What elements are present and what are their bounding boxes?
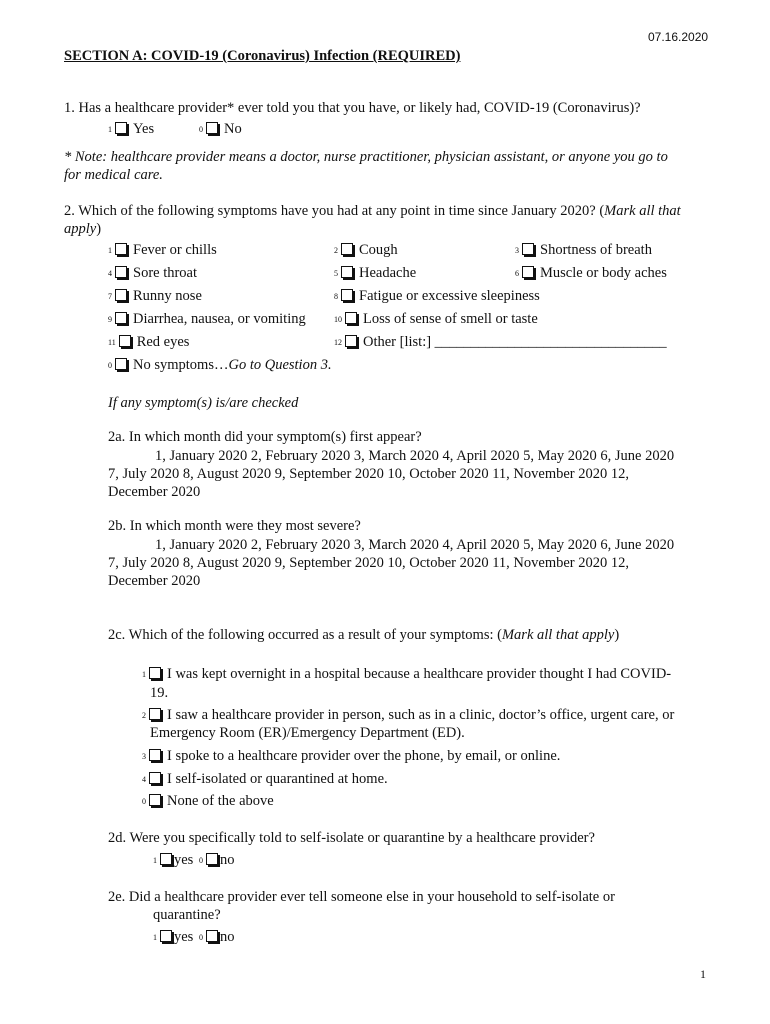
symptom-option-loss-of-smell[interactable] xyxy=(334,310,538,329)
instruction-text: If any symptom(s) is/are checked xyxy=(108,395,299,411)
option-label: Diarrhea, nausea, or vomiting xyxy=(133,311,306,327)
q2e-yes-label: yes xyxy=(174,929,194,945)
q2c-option-in-person-line-2: Emergency Room (ER)/Emergency Department (ED). xyxy=(150,725,465,741)
symptom-option-runny-nose[interactable] xyxy=(108,287,202,306)
checkbox-icon[interactable] xyxy=(115,243,127,255)
checkbox-icon[interactable] xyxy=(341,266,353,278)
option-code: 7 xyxy=(108,292,112,301)
checkbox-icon[interactable] xyxy=(341,289,353,301)
option-code: 10 xyxy=(334,315,342,324)
option-code: 5 xyxy=(334,269,338,278)
option-code: 4 xyxy=(142,775,146,784)
question-2c-text xyxy=(108,626,619,644)
q2d-yes-label: yes xyxy=(174,852,194,868)
checkbox-icon[interactable] xyxy=(522,266,534,278)
q2c-option-self-isolated[interactable] xyxy=(142,770,388,789)
q2c-text-main: 2c. Which of the following occurred as a result of your symptoms: ( xyxy=(108,627,502,643)
q2c-text-italic: Mark all that apply xyxy=(501,627,615,643)
symptom-option-headache[interactable] xyxy=(334,264,416,283)
option-code: 0 xyxy=(199,125,203,134)
note-text: * Note: healthcare provider means a doctor, nurse practitioner, physician assistant, or anyone you go to xyxy=(64,149,668,165)
checkbox-icon[interactable] xyxy=(149,772,161,784)
q2c-option-remote[interactable] xyxy=(142,747,560,766)
q2b-month-line-3: December 2020 xyxy=(108,573,201,589)
option-code: 2 xyxy=(142,711,146,720)
option-label: Other [list:] ________________________________ xyxy=(363,334,667,350)
q2d-options xyxy=(153,851,234,870)
checkbox-icon[interactable] xyxy=(345,335,357,347)
symptom-option-shortness-of-breath[interactable] xyxy=(515,241,652,260)
q2b-month-line-2: 7, July 2020 8, August 2020 9, September 2020 10, October 2020 11, November 2020 12, xyxy=(108,555,630,571)
symptom-option-red-eyes[interactable] xyxy=(108,333,189,352)
option-label: Sore throat xyxy=(133,265,198,281)
checkbox-icon[interactable] xyxy=(522,243,534,255)
option-code: 3 xyxy=(142,752,146,761)
checkbox-icon[interactable] xyxy=(160,930,172,942)
option-label: I was kept overnight in a hospital because a healthcare provider thought I had COVID- xyxy=(167,666,672,682)
q2e-options xyxy=(153,928,234,947)
option-label: Headache xyxy=(359,265,417,281)
option-label: None of the above xyxy=(167,793,274,809)
option-label: Yes xyxy=(133,121,155,137)
option-label: Fever or chills xyxy=(133,242,217,258)
option-label: Loss of sense of smell or taste xyxy=(363,311,538,327)
q2b-month-line-1: 1, January 2020 2, February 2020 3, March 2020 4, April 2020 5, May 2020 6, June 2020 xyxy=(155,537,675,553)
option-label: Muscle or body aches xyxy=(540,265,667,281)
q2d-no-label: no xyxy=(219,852,235,868)
skip-instruction: Go to Question 3. xyxy=(228,357,332,373)
option-code: 1 xyxy=(153,933,157,942)
q2c-option-hospital-line-2: 19. xyxy=(150,685,169,701)
checkbox-icon[interactable] xyxy=(206,122,218,134)
option-code: 11 xyxy=(108,338,116,347)
q1-note-line-1 xyxy=(64,148,668,166)
checkbox-icon[interactable] xyxy=(160,853,172,865)
q2-text-end: ) xyxy=(96,221,102,237)
symptom-option-fatigue[interactable] xyxy=(334,287,540,306)
symptom-option-sore-throat[interactable] xyxy=(108,264,197,283)
option-label: I saw a healthcare provider in person, such as in a clinic, doctor’s office, urgent care, or xyxy=(167,707,675,723)
checkbox-icon[interactable] xyxy=(115,312,127,324)
option-code: 0 xyxy=(142,797,146,806)
checkbox-icon[interactable] xyxy=(149,794,161,806)
q2-text-main: 2. Which of the following symptoms have you had at any point in time since January 2020? ( xyxy=(64,203,605,219)
q2e-no-label: no xyxy=(219,929,235,945)
q2a-month-line-1: 1, January 2020 2, February 2020 3, March 2020 4, April 2020 5, May 2020 6, June 2020 xyxy=(155,448,675,464)
option-label: Shortness of breath xyxy=(540,242,652,258)
q2-text-italic: Mark all that xyxy=(604,203,681,219)
option-label: Runny nose xyxy=(133,288,202,304)
q2c-option-none[interactable] xyxy=(142,792,274,811)
checkbox-icon[interactable] xyxy=(206,853,218,865)
checkbox-icon[interactable] xyxy=(149,708,161,720)
q1-option-no[interactable] xyxy=(199,120,242,139)
if-checked-instruction xyxy=(108,394,298,412)
question-1-text: 1. Has a healthcare provider* ever told you that you have, or likely had, COVID-19 (Coronavirus)? xyxy=(64,100,641,116)
checkbox-icon[interactable] xyxy=(206,930,218,942)
option-label: No symptoms… xyxy=(133,357,229,373)
symptom-option-none[interactable] xyxy=(108,356,332,375)
option-code: 0 xyxy=(198,933,203,942)
option-label: I self-isolated or quarantined at home. xyxy=(167,771,388,787)
option-code: 9 xyxy=(108,315,112,324)
q2c-text-end: ) xyxy=(614,627,620,643)
checkbox-icon[interactable] xyxy=(115,358,127,370)
question-2e-text: 2e. Did a healthcare provider ever tell someone else in your household to self-isolate or xyxy=(108,889,615,905)
checkbox-icon[interactable] xyxy=(119,335,131,347)
option-code: 0 xyxy=(108,361,112,370)
checkbox-icon[interactable] xyxy=(115,122,127,134)
checkbox-icon[interactable] xyxy=(341,243,353,255)
option-code: 4 xyxy=(108,269,112,278)
question-2d-text: 2d. Were you specifically told to self-isolate or quarantine by a healthcare provider? xyxy=(108,830,595,846)
option-label: Fatigue or excessive sleepiness xyxy=(359,288,540,304)
option-code: 1 xyxy=(108,125,112,134)
option-code: 8 xyxy=(334,292,338,301)
option-code: 6 xyxy=(515,269,519,278)
question-2a-text: 2a. In which month did your symptom(s) first appear? xyxy=(108,429,422,445)
checkbox-icon[interactable] xyxy=(115,289,127,301)
option-code: 1 xyxy=(153,856,157,865)
checkbox-icon[interactable] xyxy=(345,312,357,324)
note-text: for medical care. xyxy=(64,167,163,183)
question-2-text-line-2 xyxy=(64,220,101,238)
option-code: 12 xyxy=(334,338,342,347)
q2a-month-line-3: December 2020 xyxy=(108,484,201,500)
symptom-option-cough[interactable] xyxy=(334,241,398,260)
option-label: Cough xyxy=(359,242,398,258)
option-code: 2 xyxy=(334,246,338,255)
checkbox-icon[interactable] xyxy=(149,749,161,761)
option-label: Red eyes xyxy=(136,334,190,350)
q2c-option-hospital[interactable] xyxy=(142,665,671,684)
document-date: 07.16.2020 xyxy=(648,30,709,44)
checkbox-icon[interactable] xyxy=(149,667,161,679)
question-2-text xyxy=(64,202,681,220)
symptom-option-muscle-aches[interactable] xyxy=(515,264,667,283)
symptom-option-other[interactable] xyxy=(334,333,667,352)
symptom-option-diarrhea[interactable] xyxy=(108,310,306,329)
q2-text-italic-2: apply xyxy=(64,221,97,237)
option-code: 1 xyxy=(108,246,112,255)
q2a-month-line-2: 7, July 2020 8, August 2020 9, September 2020 10, October 2020 11, November 2020 12, xyxy=(108,466,630,482)
checkbox-icon[interactable] xyxy=(115,266,127,278)
option-code: 1 xyxy=(142,670,146,679)
q1-option-yes[interactable] xyxy=(108,120,154,139)
symptom-option-fever[interactable] xyxy=(108,241,217,260)
option-label: I spoke to a healthcare provider over the phone, by email, or online. xyxy=(167,748,561,764)
option-label: No xyxy=(224,121,242,137)
page-number: 1 xyxy=(700,967,706,981)
option-code: 0 xyxy=(198,856,203,865)
option-code: 3 xyxy=(515,246,519,255)
section-title: SECTION A: COVID-19 (Coronavirus) Infection (REQUIRED) xyxy=(64,48,461,64)
q2c-option-in-person[interactable] xyxy=(142,706,674,725)
question-2e-text-line-2: quarantine? xyxy=(153,907,221,923)
question-2b-text: 2b. In which month were they most severe? xyxy=(108,518,361,534)
q1-note-line-2 xyxy=(64,166,163,184)
